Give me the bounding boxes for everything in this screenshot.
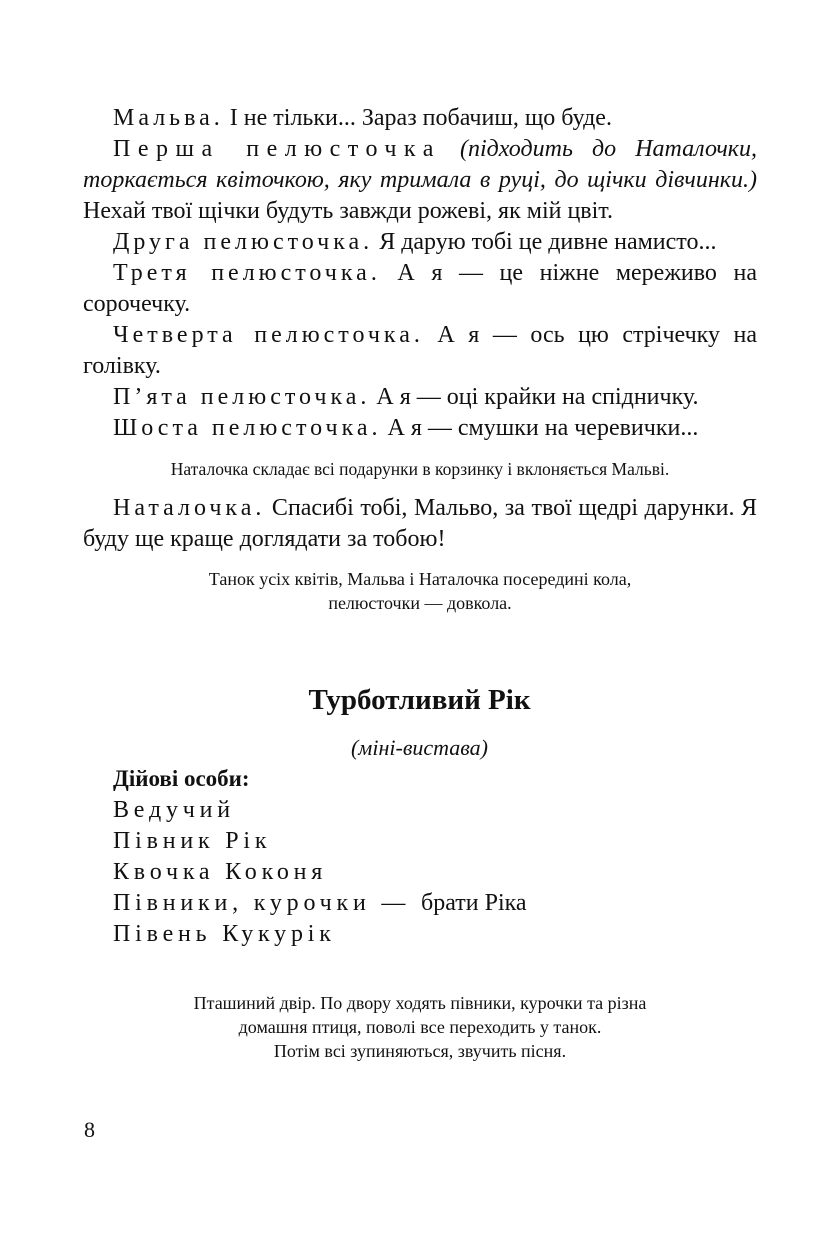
line-text: Я дарую тобі це дивне намисто... xyxy=(373,229,717,255)
cast-item-note: брати Ріка xyxy=(421,890,527,916)
dialogue-line-petal-4 xyxy=(83,320,757,382)
speaker-name: Четверта пелюсточка. xyxy=(113,322,424,348)
play-title: Турботливий Рік xyxy=(308,684,531,716)
line-text: Нехай твої щічки будуть завжди рожеві, як мій цвіт. xyxy=(83,198,613,224)
stage-line: Танок усіх квітів, Мальва і Наталочка посередині кола, xyxy=(208,569,632,589)
opening-stage-direction xyxy=(83,991,757,1063)
cast-item xyxy=(113,888,527,919)
cast-heading: Дійові особи: xyxy=(113,766,250,791)
stage-line: Пташиний двір. По двору ходять півники, курочки та різна xyxy=(193,993,647,1013)
stage-direction-dance xyxy=(83,567,757,615)
stage-line: пелюсточки — довкола. xyxy=(328,593,512,613)
dialogue-line-petal-3 xyxy=(83,258,757,320)
dialogue-block xyxy=(83,103,757,444)
speaker-name: Третя пелюсточка. xyxy=(113,260,381,286)
line-text: А я — смушки на черевички... xyxy=(381,415,699,441)
play-subtitle: (міні-вистава) xyxy=(350,735,489,760)
cast-item: Ведучий xyxy=(113,797,235,823)
stage-direction-gifts: Наталочка складає всі подарунки в корзинку і вклоняється Мальві. xyxy=(170,459,670,479)
speaker-name: Друга пелюсточка. xyxy=(113,229,374,255)
page-number: 8 xyxy=(84,1117,95,1142)
stage-line: Потім всі зупиняються, звучить пісня. xyxy=(273,1041,567,1061)
speaker-name: Наталочка. xyxy=(113,495,266,521)
speaker-name: Шоста пелюсточка. xyxy=(113,415,382,441)
line-text: А я — це ніжне мереживо на сорочечку. xyxy=(83,260,757,317)
dialogue-line-petal-6 xyxy=(83,413,757,444)
dialogue-line-petal-5 xyxy=(83,382,757,413)
line-text: Спасибі тобі, Мальво, за твої щедрі дарунки. Я буду ще краще доглядати за тобою! xyxy=(83,495,757,552)
line-text: А я — ось цю стрічечку на голівку. xyxy=(83,322,758,379)
dialogue-block-natalochka xyxy=(83,493,757,555)
dialogue-line-petal-2 xyxy=(83,227,757,258)
cast-item: Півень Кукурік xyxy=(113,921,336,947)
stage-remark: (підходить до Наталочки, торкається квіточкою, яку тримала в руці, до щічки дівчинки.) xyxy=(83,136,757,193)
cast-item: Квочка Коконя xyxy=(113,859,328,885)
speaker-name: Перша пелюсточка xyxy=(113,136,441,162)
speaker-name: Мальва. xyxy=(113,105,224,131)
line-text: І не тільки... Зараз побачиш, що буде. xyxy=(223,105,612,131)
dialogue-line-natalochka xyxy=(83,493,757,555)
cast-item: Півник Рік xyxy=(113,828,272,854)
dialogue-line-petal-1 xyxy=(83,134,757,227)
stage-line: домашня птиця, поволі все переходить у танок. xyxy=(238,1017,602,1037)
cast-item-name: Півники, курочки — xyxy=(113,890,411,916)
speaker-name: П’ята пелюсточка. xyxy=(113,384,371,410)
cast-list xyxy=(113,795,527,950)
line-text: А я — оці крайки на спідничку. xyxy=(370,384,699,410)
dialogue-line-malva xyxy=(83,103,757,134)
